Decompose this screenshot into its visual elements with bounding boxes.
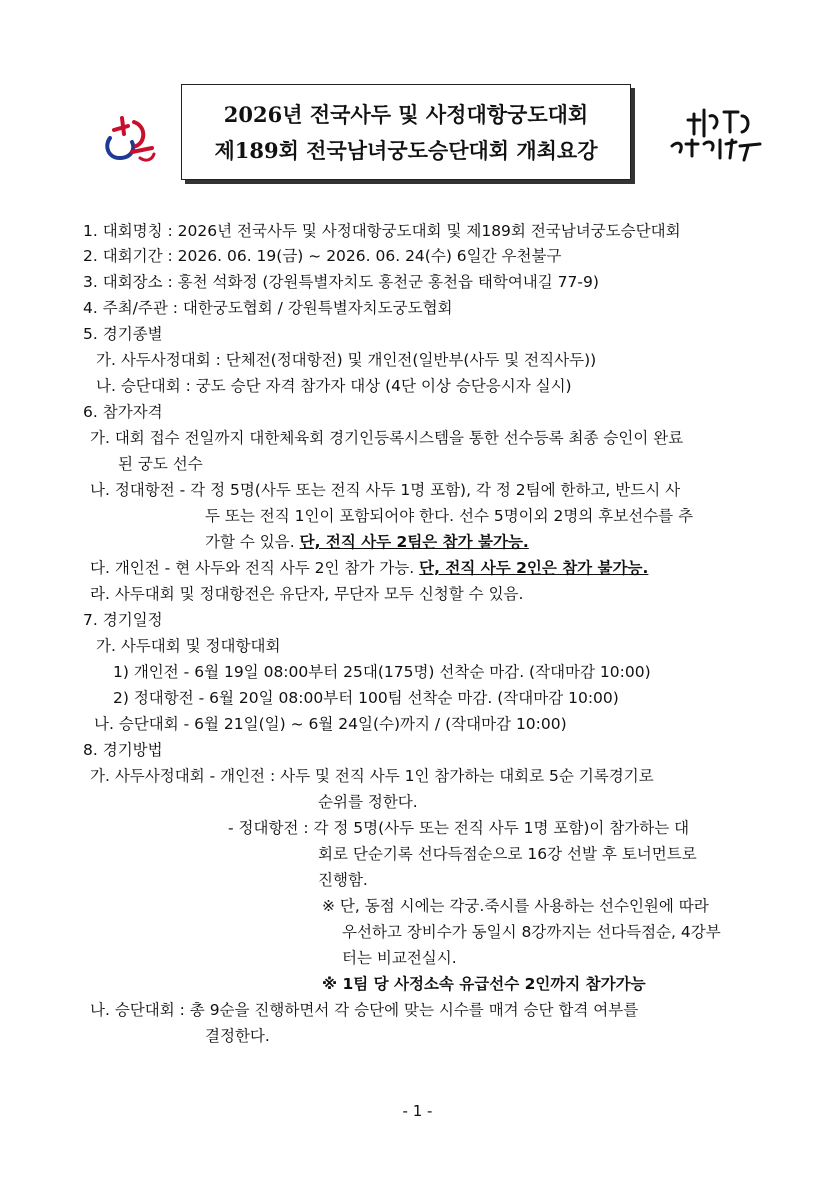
method-b-line-1: 나. 승단대회 : 총 9순을 진행하면서 각 승단에 맞는 시수를 매겨 승단 합격 여부를: [90, 1001, 639, 1019]
item-eligibility: 6. 참가자격: [83, 403, 163, 421]
method-a-note-4: ※ 1팀 당 사정소속 유급선수 2인까지 참가가능: [322, 975, 646, 993]
eligibility-b-line-2: 두 또는 전직 1인이 포함되어야 한다. 선수 5명이외 2명의 후보선수를 추: [205, 507, 694, 525]
method-a-note-2: 우선하고 장비수가 동일시 8강까지는 선다득점순, 4강부: [342, 923, 721, 941]
schedule-a: 가. 사두대회 및 정대항대회: [96, 637, 281, 655]
association-logo: [96, 108, 160, 172]
eligibility-d: 라. 사두대회 및 정대항전은 유단자, 무단자 모두 신청할 수 있음.: [90, 585, 524, 603]
eligibility-c-restriction: 단, 전직 사두 2인은 참가 불가능.: [419, 559, 649, 577]
eligibility-b-restriction: 단, 전직 사두 2팀은 참가 불가능.: [299, 533, 529, 551]
title-line-1: 2026년 전국사두 및 사정대항궁도대회: [223, 102, 589, 127]
item-organizer: 4. 주최/주관 : 대한궁도협회 / 강원특별자치도궁도협회: [83, 299, 453, 317]
title-line-2: 제189회 전국남녀궁도승단대회 개최요강: [214, 138, 598, 163]
item-event-venue: 3. 대회장소 : 홍천 석화정 (강원특별자치도 홍천군 홍천읍 태학여내길 77-9): [83, 273, 599, 291]
eligibility-a-line-1: 가. 대회 접수 전일까지 대한체육회 경기인등록시스템을 통한 선수등록 최종 승인이 완료: [90, 429, 684, 447]
slogan-calligraphy: [664, 100, 764, 170]
item-schedule: 7. 경기일정: [83, 611, 163, 629]
schedule-a-2: 2) 정대항전 - 6월 20일 08:00부터 100팀 선착순 마감. (작대마감 10:00): [113, 689, 619, 707]
document-title-box: [181, 84, 631, 180]
item-event-categories: 5. 경기종별: [83, 325, 163, 343]
item-competition-method: 8. 경기방법: [83, 741, 163, 759]
item-event-period: 2. 대회기간 : 2026. 06. 19(금) ~ 2026. 06. 24(수) 6일간 우천불구: [83, 247, 562, 265]
method-a-line-3: - 정대항전 : 각 정 5명(사두 또는 전직 사두 1명 포함)이 참가하는 대: [228, 819, 690, 837]
schedule-a-1: 1) 개인전 - 6월 19일 08:00부터 25대(175명) 선착순 마감. (작대마감 10:00): [113, 663, 651, 681]
eligibility-b-text: 가할 수 있음.: [205, 533, 295, 551]
method-a-note-3: 터는 비교전실시.: [342, 949, 457, 967]
method-a-line-4: 회로 단순기록 선다득점순으로 16강 선발 후 토너먼트로: [318, 845, 697, 863]
item-category-a: 가. 사두사정대회 : 단체전(정대항전) 및 개인전(일반부(사두 및 전직사두)): [96, 351, 597, 369]
method-b-line-2: 결정한다.: [205, 1027, 270, 1045]
eligibility-c-text: 다. 개인전 - 현 사두와 전직 사두 2인 참가 가능.: [90, 559, 415, 577]
item-category-b: 나. 승단대회 : 궁도 승단 자격 참가자 대상 (4단 이상 승단응시자 실시): [96, 377, 572, 395]
eligibility-b-line-1: 나. 정대항전 - 각 정 5명(사두 또는 전직 사두 1명 포함), 각 정 2팀에 한하고, 반드시 사: [90, 481, 681, 499]
method-a-line-2: 순위를 정한다.: [318, 793, 418, 811]
method-a-line-1: 가. 사두사정대회 - 개인전 : 사두 및 전직 사두 1인 참가하는 대회로 5순 기록경기로: [90, 767, 654, 785]
schedule-b: 나. 승단대회 - 6월 21일(일) ~ 6월 24일(수)까지 / (작대마감 10:00): [94, 715, 567, 733]
item-event-name: 1. 대회명칭 : 2026년 전국사두 및 사정대항궁도대회 및 제189회 전국남녀궁도승단대회: [83, 222, 681, 240]
eligibility-a-line-2: 된 궁도 선수: [118, 455, 203, 473]
method-a-note-1: ※ 단, 동점 시에는 각궁.죽시를 사용하는 선수인원에 따라: [322, 897, 709, 915]
eligibility-b-line-3: [205, 531, 529, 553]
method-a-line-5: 진행함.: [318, 871, 368, 889]
eligibility-c: [90, 557, 648, 579]
page-number: - 1 -: [402, 1102, 433, 1120]
